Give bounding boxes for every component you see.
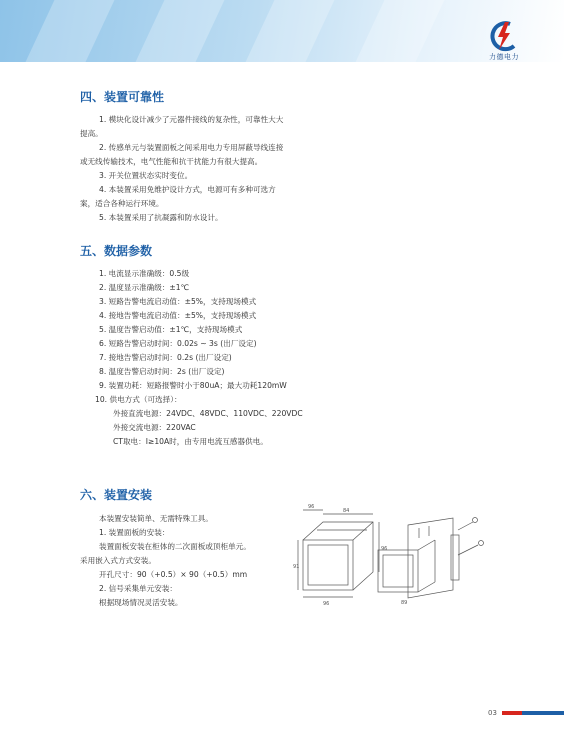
dim-label: 96 xyxy=(381,546,388,552)
section-title-reliability: 四、装置可靠性 xyxy=(80,90,165,104)
install-line: 2. 信号采集单元安装： xyxy=(99,584,178,593)
paragraph-line: 2. 传感单元与装置面板之间采用电力专用屏蔽导线连接 xyxy=(99,143,284,152)
parameter-line: 9. 装置功耗：短路报警时小于80uA；最大功耗120mW xyxy=(99,381,287,390)
parameter-line: 6. 短路告警启动时间：0.02s ~ 3s (出厂设定) xyxy=(99,339,257,348)
parameter-line: 外接交流电源：220VAC xyxy=(113,423,196,432)
parameter-line: 2. 温度显示准确级：±1℃ xyxy=(99,283,190,292)
paragraph-line: 案，适合各种运行环境。 xyxy=(80,199,164,208)
footer-accent-blue xyxy=(522,711,564,715)
parameter-line: 5. 温度告警启动值：±1℃，支持现场模式 xyxy=(99,325,243,334)
parameter-line: 1. 电流显示准确级：0.5级 xyxy=(99,269,190,278)
page-number: 03 xyxy=(488,709,497,717)
dim-label: 96 xyxy=(323,601,330,607)
dim-label: 96 xyxy=(308,504,315,510)
parameter-line: 3. 短路告警电流启动值：±5%，支持现场模式 xyxy=(99,297,257,306)
section-title-parameters: 五、数据参数 xyxy=(80,244,153,258)
install-line: 根据现场情况灵活安装。 xyxy=(99,598,183,607)
parameter-line: 10. 供电方式（可选择）： xyxy=(95,395,182,404)
parameter-line: CT取电：I≥10A时，由专用电流互感器供电。 xyxy=(113,437,268,446)
installation-diagram xyxy=(293,500,493,612)
install-line: 开孔尺寸：90（+0.5）× 90（+0.5）mm xyxy=(99,570,248,579)
paragraph-line: 3. 开关位置状态实时变位。 xyxy=(99,171,193,180)
section-title-installation: 六、装置安装 xyxy=(80,488,153,502)
dim-label: 91 xyxy=(293,564,300,570)
parameter-line: 外接直流电源：24VDC、48VDC、110VDC、220VDC xyxy=(113,409,303,418)
header-banner xyxy=(0,0,564,62)
parameter-line: 4. 接地告警电流启动值：±5%，支持现场模式 xyxy=(99,311,257,320)
logo-text: 力德电力 xyxy=(489,53,519,61)
dim-label: 84 xyxy=(343,508,350,514)
paragraph-line: 提高。 xyxy=(80,129,103,138)
install-line: 本装置安装简单、无需特殊工具。 xyxy=(99,514,213,523)
parameter-line: 7. 接地告警启动时间：0.2s (出厂设定) xyxy=(99,353,232,362)
install-line: 采用嵌入式方式安装。 xyxy=(80,556,156,565)
paragraph-line: 4. 本装置采用免维护设计方式，电源可有多种可选方 xyxy=(99,185,276,194)
parameter-line: 8. 温度告警启动时间：2s (出厂设定) xyxy=(99,367,225,376)
paragraph-line: 或无线传输技术，电气性能和抗干扰能力有很大提高。 xyxy=(80,157,263,166)
paragraph-line: 5. 本装置采用了抗凝露和防水设计。 xyxy=(99,213,223,222)
install-line: 装置面板安装在柜体的二次面板或顶柜单元。 xyxy=(99,542,251,551)
footer-accent-red xyxy=(502,711,522,715)
dim-label: 89 xyxy=(401,600,408,606)
paragraph-line: 1. 模块化设计减少了元器件接线的复杂性，可靠性大大 xyxy=(99,115,284,124)
install-line: 1. 装置面板的安装： xyxy=(99,528,170,537)
